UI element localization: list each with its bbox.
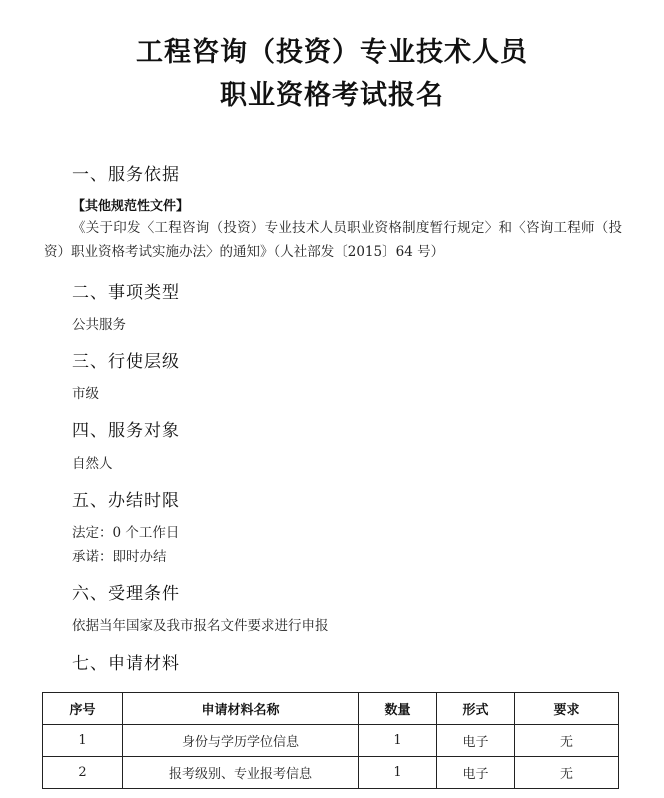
document-title-line-1: 工程咨询（投资）专业技术人员 xyxy=(136,37,528,68)
exercise-level-value: 市级 xyxy=(72,386,99,402)
heading-time-limit: 五、办结时限 xyxy=(72,491,180,511)
cell-form: 电子 xyxy=(437,757,515,789)
acceptance-conditions-value: 依据当年国家及我市报名文件要求进行申报 xyxy=(72,618,329,634)
cell-serial-number: 1 xyxy=(43,725,123,757)
table-row xyxy=(43,757,619,789)
cell-requirement: 无 xyxy=(515,725,619,757)
cell-form: 电子 xyxy=(437,725,515,757)
header-material-name: 申请材料名称 xyxy=(123,693,359,725)
service-target-value: 自然人 xyxy=(72,456,113,472)
header-form: 形式 xyxy=(437,693,515,725)
heading-acceptance-conditions: 六、受理条件 xyxy=(72,584,180,604)
item-type-value: 公共服务 xyxy=(72,317,126,333)
header-serial-number: 序号 xyxy=(43,693,123,725)
heading-application-materials: 七、申请材料 xyxy=(72,654,180,674)
cell-material-name: 身份与学历学位信息 xyxy=(123,725,359,757)
heading-exercise-level: 三、行使层级 xyxy=(72,352,180,372)
document-title-line-2: 职业资格考试报名 xyxy=(220,80,444,111)
promised-time-limit: 承诺：即时办结 xyxy=(72,549,167,565)
cell-serial-number: 2 xyxy=(43,757,123,789)
table-header-row xyxy=(43,693,619,725)
basis-document-text: 《关于印发〈工程咨询（投资）专业技术人员职业资格制度暂行规定〉和〈咨询工程师（投资）职业资格考试实施办法〉的通知》（人社部发〔2015〕64 号） xyxy=(44,220,622,260)
legal-time-limit: 法定：0 个工作日 xyxy=(72,525,180,541)
cell-requirement: 无 xyxy=(515,757,619,789)
cell-material-name: 报考级别、专业报考信息 xyxy=(123,757,359,789)
heading-service-target: 四、服务对象 xyxy=(72,421,180,441)
cell-quantity: 1 xyxy=(359,757,437,789)
header-quantity: 数量 xyxy=(359,693,437,725)
heading-item-type: 二、事项类型 xyxy=(72,283,180,303)
cell-quantity: 1 xyxy=(359,725,437,757)
table-row xyxy=(43,725,619,757)
header-requirement: 要求 xyxy=(515,693,619,725)
materials-table xyxy=(42,692,619,789)
heading-service-basis: 一、服务依据 xyxy=(72,165,180,185)
sub-heading-other-documents: 【其他规范性文件】 xyxy=(72,199,190,214)
